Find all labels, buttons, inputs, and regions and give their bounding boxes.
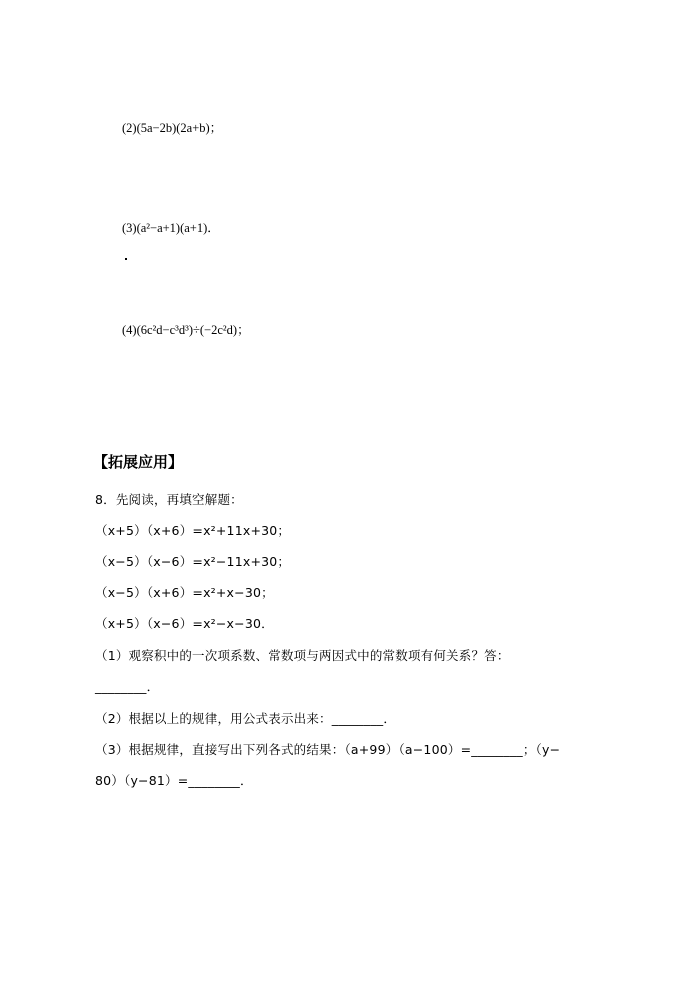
exercise-2: (2)(5a−2b)(2a+b)； — [122, 121, 223, 135]
exercise-4: (4)(6c²d−c³d³)÷(−2c²d)； — [122, 323, 250, 337]
section-heading: 【拓展应用】 — [93, 453, 184, 471]
question-3-line-1: （3）根据规律，直接写出下列各式的结果：（a+99）（a−100）=________；（y− — [95, 742, 561, 757]
exercise-3: (3)(a²−a+1)(a+1)． — [122, 221, 220, 235]
question-1: （1）观察积中的一次项系数、常数项与两因式中的常数项有何关系？答： — [95, 648, 510, 663]
equation-4: （x+5）（x−6）=x²−x−30． — [95, 616, 274, 631]
equation-2: （x−5）（x−6）=x²−11x+30； — [95, 554, 291, 569]
problem-8-intro: 8．先阅读，再填空解题： — [95, 492, 243, 507]
equation-3: （x−5）（x+6）=x²+x−30； — [95, 585, 274, 600]
stray-dot — [125, 258, 127, 260]
question-2: （2）根据以上的规律，用公式表示出来：________． — [95, 711, 397, 726]
equation-1: （x+5）（x+6）=x²+11x+30； — [95, 523, 291, 538]
question-1-answer-blank: ________． — [95, 679, 160, 694]
question-3-line-2: 80）（y−81）=________． — [95, 773, 253, 788]
